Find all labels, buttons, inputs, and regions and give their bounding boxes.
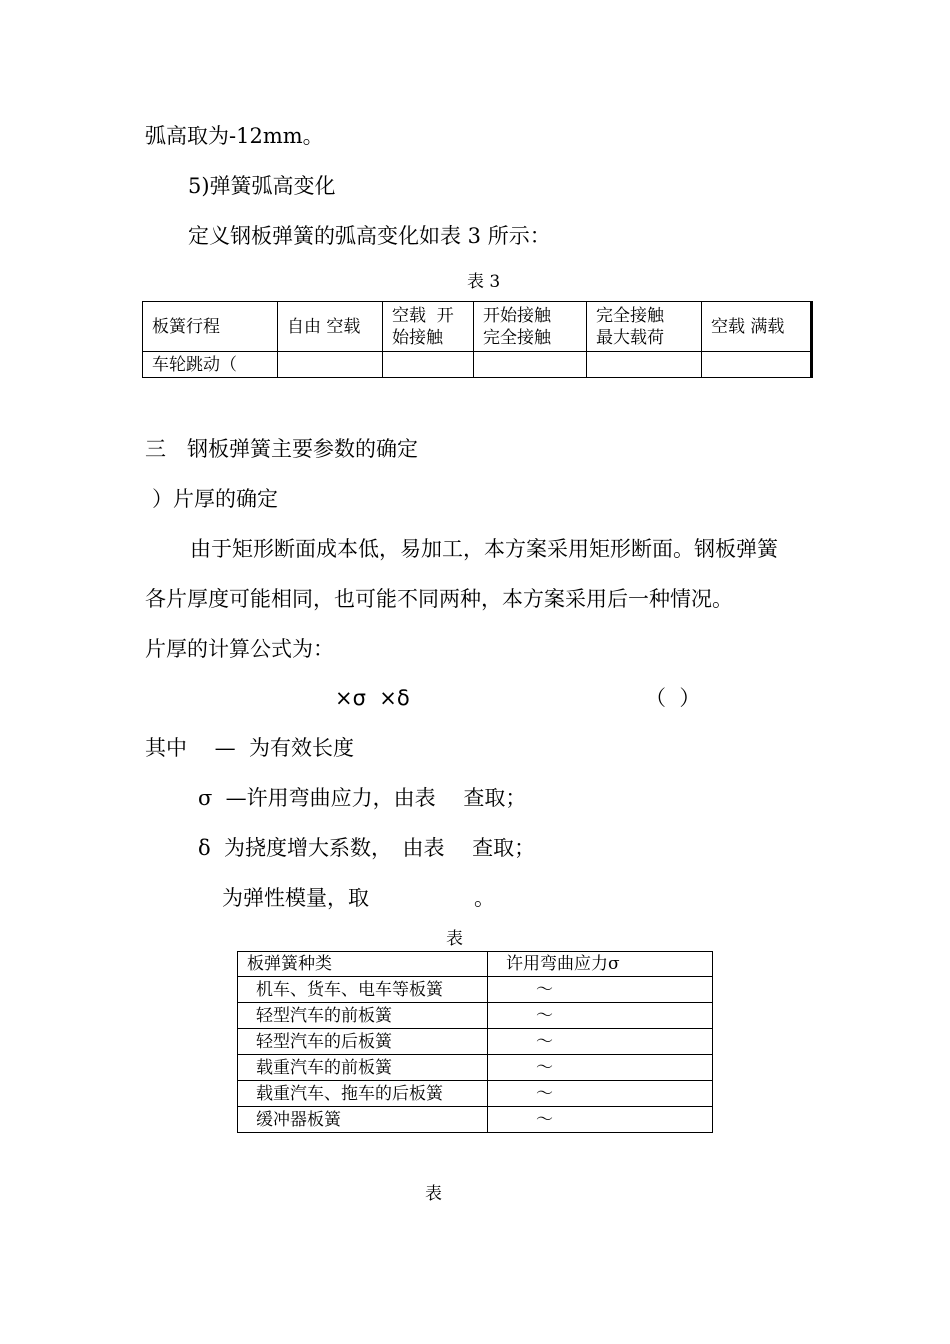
formula: ×σ ×δ [335,686,410,710]
table-cell [474,352,587,378]
paragraph-formula-intro: 片厚的计算公式为： [145,637,334,661]
table-cell [702,352,812,378]
table-cell: ～ [488,1055,713,1081]
table-header-cell: 完全接触 最大载荷 [587,302,702,352]
table-header-cell: 自由 空载 [278,302,383,352]
where-effective-length: 其中 — 为有效长度 [145,736,355,760]
table-allowable-stress [237,951,713,1133]
table-cell [383,352,474,378]
table4-caption: 表 [446,929,463,949]
table5-caption: 表 [425,1184,442,1204]
table-cell [587,352,702,378]
table-header-cell: 板簧行程 [143,302,278,352]
where-delta: δ 为挠度增大系数， 由表 查取； [198,836,536,860]
table3-caption: 表 3 [467,272,501,292]
where-sigma: σ —许用弯曲应力，由表 查取； [198,786,527,810]
table-header-cell: 空载 满载 [702,302,812,352]
table-cell: ～ [488,977,713,1003]
table-header-cell: 许用弯曲应力σ [488,952,713,977]
table-row [238,1029,713,1055]
table-row [238,977,713,1003]
table-cell: 车轮跳动（ [143,352,278,378]
paragraph-body-line2: 各片厚度可能相同，也可能不同两种，本方案采用后一种情况。 [145,587,733,611]
section-heading: 三 钢板弹簧主要参数的确定 [145,437,418,461]
table-row [143,302,812,352]
table-row [238,1081,713,1107]
table-row [238,1003,713,1029]
table-cell: 缓冲器板簧 [238,1107,488,1133]
table-cell: ～ [488,1107,713,1133]
table-row [238,952,713,977]
table-header-cell: 空载 开 始接触 [383,302,474,352]
paragraph-define-arc-change: 定义钢板弹簧的弧高变化如表 3 所示： [188,224,551,248]
paragraph-body-line1: 由于矩形断面成本低，易加工，本方案采用矩形断面。钢板弹簧 [190,537,778,561]
where-elastic-modulus: 为弹性模量，取 。 [222,886,495,910]
table-header-cell: 板弹簧种类 [238,952,488,977]
formula-number: （ ） [645,686,701,710]
table-row [238,1055,713,1081]
table-header-cell: 开始接触 完全接触 [474,302,587,352]
table-row [238,1107,713,1133]
table-cell: 机车、货车、电车等板簧 [238,977,488,1003]
table-cell [278,352,383,378]
section-spring-arc-change: 5)弹簧弧高变化 [188,174,336,198]
table-cell: 载重汽车的前板簧 [238,1055,488,1081]
table-cell: ～ [488,1003,713,1029]
subsection-thickness: ）片厚的确定 [152,487,278,511]
table-cell: 载重汽车、拖车的后板簧 [238,1081,488,1107]
table-cell: ～ [488,1081,713,1107]
table-row [143,352,812,378]
table-cell: 轻型汽车的前板簧 [238,1003,488,1029]
table-arc-change [142,301,813,378]
paragraph-arc-height: 弧高取为-12mm。 [145,124,324,148]
table-cell: 轻型汽车的后板簧 [238,1029,488,1055]
table-cell: ～ [488,1029,713,1055]
